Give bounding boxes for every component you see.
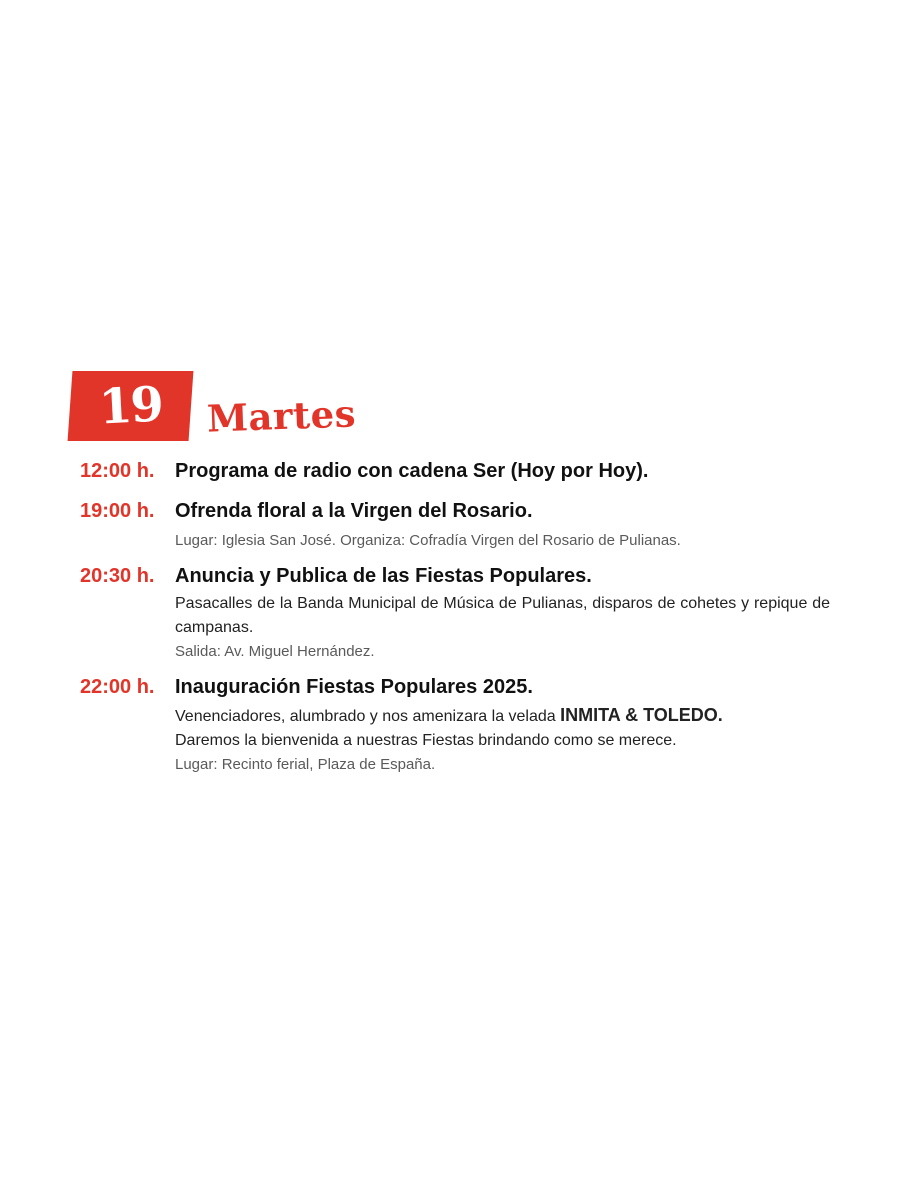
event-title: Ofrenda floral a la Virgen del Rosario. xyxy=(175,500,533,522)
event-body xyxy=(175,671,840,776)
event-title: Inauguración Fiestas Populares 2025. xyxy=(175,676,533,698)
event-item xyxy=(80,560,840,663)
event-title: Programa de radio con cadena Ser (Hoy por Hoy). xyxy=(175,460,649,482)
event-title: Anuncia y Publica de las Fiestas Populares. xyxy=(175,565,592,587)
event-body xyxy=(175,495,840,552)
event-performer: INMITA & TOLEDO. xyxy=(560,705,723,725)
event-time: 19:00 h. xyxy=(80,500,155,522)
event-item xyxy=(80,495,840,552)
event-location: Salida: Av. Miguel Hernández. xyxy=(175,643,375,660)
event-description: Pasacalles de la Banda Municipal de Música de Pulianas, disparos de cohetes y repique de campanas. xyxy=(175,595,830,636)
event-location: Lugar: Iglesia San José. Organiza: Cofradía Virgen del Rosario de Pulianas. xyxy=(175,532,681,549)
event-time: 22:00 h. xyxy=(80,676,155,698)
day-header xyxy=(70,371,356,441)
event-list xyxy=(80,455,840,784)
event-item xyxy=(80,455,840,487)
event-item xyxy=(80,671,840,776)
day-name: Martes xyxy=(206,391,357,441)
event-description xyxy=(175,703,830,729)
event-time: 12:00 h. xyxy=(80,460,155,482)
day-number-badge xyxy=(68,371,194,441)
event-body xyxy=(175,560,840,663)
day-number: 19 xyxy=(97,376,164,436)
event-location: Lugar: Recinto ferial, Plaza de España. xyxy=(175,756,436,773)
event-description-line: Daremos la bienvenida a nuestras Fiestas brindando como se merece. xyxy=(175,732,677,749)
event-body xyxy=(175,455,840,487)
event-time: 20:30 h. xyxy=(80,565,155,587)
event-description-text: Venenciadores, alumbrado y nos amenizara la velada xyxy=(175,708,561,725)
